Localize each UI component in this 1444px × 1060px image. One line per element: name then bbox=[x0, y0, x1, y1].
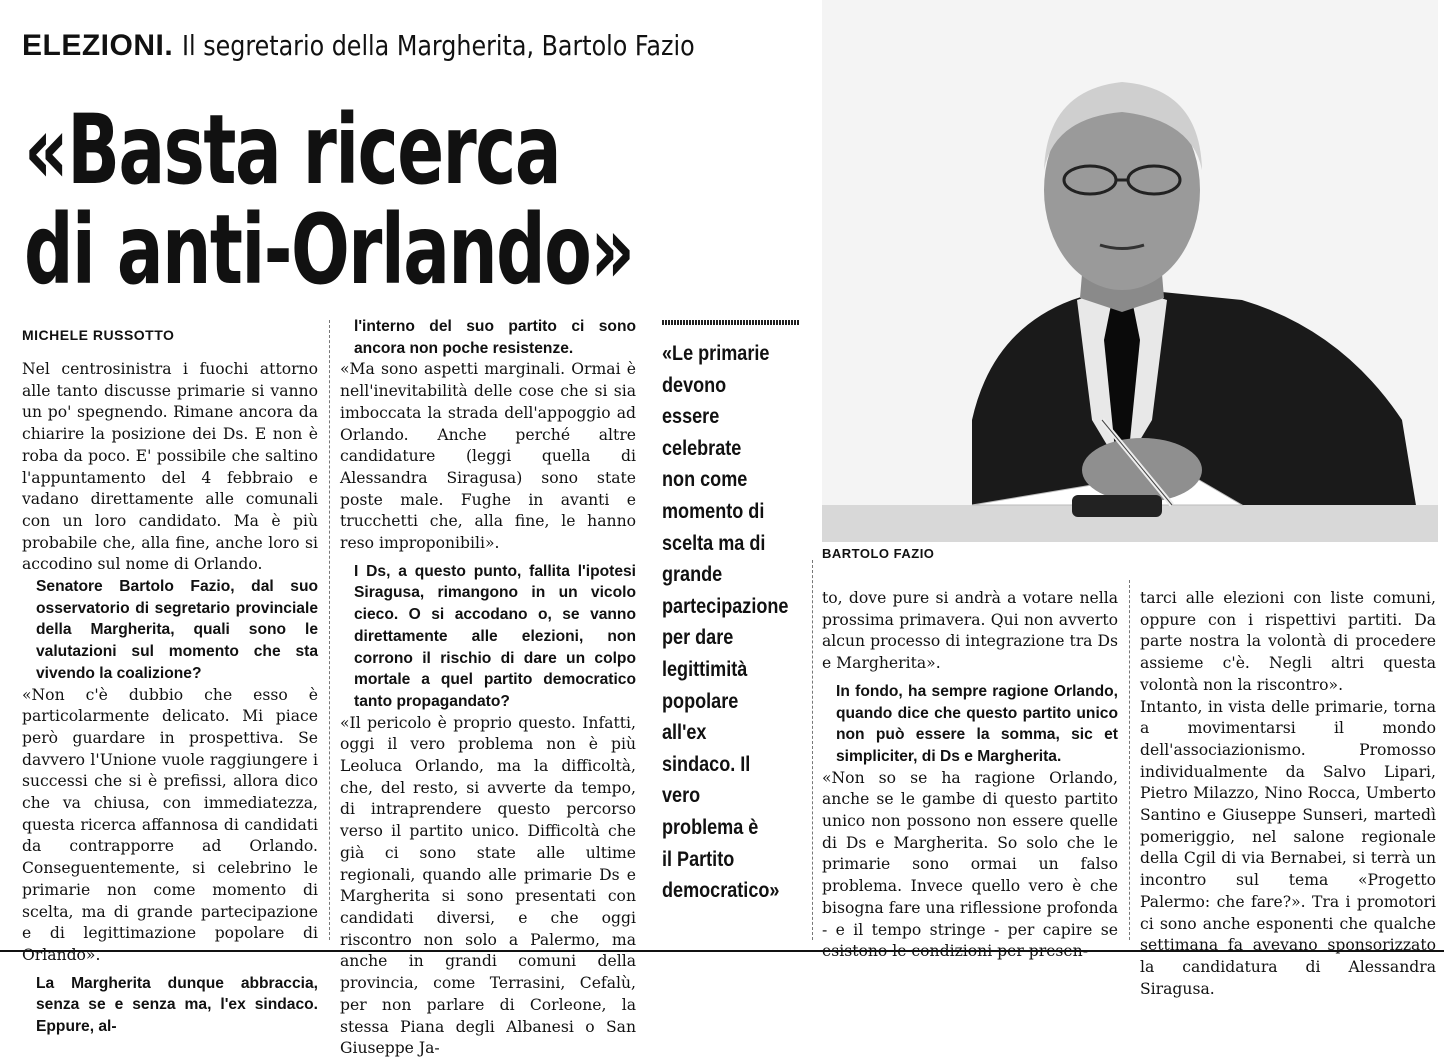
portrait-photo bbox=[822, 0, 1438, 542]
photo-caption: BARTOLO FAZIO bbox=[822, 546, 935, 561]
pullquote-line: non come bbox=[662, 468, 748, 492]
pullquote-line: devono bbox=[662, 373, 727, 397]
pullquote-line: «Le primarie bbox=[662, 342, 770, 365]
interview-question: I Ds, a questo punto, fallita l'ipotesi Siragusa, rimangono in un vicolo cieco. O si accodano o, se vanno direttamente alle elezioni, non corrono il rischio di dare un colpo mortale a quel partito democratico tanto propagandato? bbox=[354, 562, 636, 710]
article-column-3 bbox=[822, 588, 1118, 963]
article-column-4 bbox=[1140, 588, 1436, 1000]
interview-question: La Margherita dunque abbraccia, senza se e senza ma, l'ex sindaco. Eppure, al- bbox=[36, 974, 318, 1036]
paragraph: Intanto, in vista delle primarie, torna a movimentarsi il mondo dell'associazionismo. Promosso individualmente da Salvo Lipari, Pietro Milazzo, Nino Rocca, Umberto Santino e Giuseppe Sunseri, martedì pomeriggio, nel salone regionale della Cgil di via Bernabei, si terrà un incontro sul tema «Progetto Palermo: che fare?». Tra i promotori ci sono anche esponenti che qualche settimana fa avevano sponsorizzato la candidatura di Alessandra Siragusa. bbox=[1140, 697, 1436, 998]
paragraph: «Il pericolo è proprio questo. Infatti, oggi il vero problema non è più Leoluca Orlando, ma la difficoltà, che, del resto, si avverte da tempo, di intraprendere questo percorso verso il partito unico. Difficoltà che già ci sono state alle ultime regionali, quando alle primarie Ds e Margherita si sono presentati con candidati diversi, e che oggi riscontro non solo a Palermo, ma anche in grandi comuni della provincia, come Terrasini, Cefalù, per non parlare di Corleone, la stessa Piana degli Albanesi o San Giuseppe Ja- bbox=[340, 713, 636, 1058]
pullquote-rule bbox=[662, 320, 800, 325]
kicker-label: ELEZIONI. bbox=[22, 29, 174, 62]
pullquote-line: legittimità bbox=[662, 657, 748, 681]
pullquote-line: momento di bbox=[662, 499, 765, 523]
pullquote-line: grande bbox=[662, 563, 723, 587]
interview-question: Senatore Bartolo Fazio, dal suo osservatorio di segretario provinciale della Margherita, quali sono le valutazioni sul momento che sta vivendo la coalizione? bbox=[36, 578, 318, 682]
pullquote-line: vero bbox=[662, 784, 701, 808]
pullquote-line: celebrate bbox=[662, 436, 742, 460]
article-column-1 bbox=[22, 359, 318, 1038]
pullquote-line: il Partito bbox=[662, 847, 735, 871]
pullquote-line: democratico» bbox=[662, 879, 780, 903]
bottom-rule bbox=[0, 950, 1444, 952]
pullquote-line: popolare bbox=[662, 689, 739, 713]
pullquote-line: all'ex bbox=[662, 721, 707, 745]
paragraph: Nel centrosinistra i fuochi attorno alle tanto discusse primarie si vanno un po' spegnendo. Rimane ancora da chiarire la posizione dei Ds. E non è roba da poco. E' possibile che saltino l'appuntamento del 4 febbraio e vadano direttamente alle comunali con un loro candidato. Ma è più probabile che, alla fine, anche loro si accodino sul nome di Orlando. bbox=[22, 360, 318, 574]
pullquote-line: problema è bbox=[662, 815, 759, 839]
pullquote-line: scelta ma di bbox=[662, 531, 766, 555]
interview-question: In fondo, ha sempre ragione Orlando, quando dice che questo partito unico non può essere la somma, sic et simpliciter, di Ds e Margherita. bbox=[836, 682, 1118, 765]
paragraph: tarci alle elezioni con liste comuni, oppure con i rispettivi partiti. Da parte nostra la volontà di procedere assieme c'è. Negli altri questa volontà non la riscontro». bbox=[1140, 589, 1436, 694]
column-divider bbox=[329, 320, 330, 940]
column-divider bbox=[1129, 580, 1130, 940]
article-column-2 bbox=[340, 316, 636, 1060]
portrait-illustration bbox=[822, 0, 1438, 542]
pullquote-line: per dare bbox=[662, 626, 734, 650]
paragraph: «Non so se ha ragione Orlando, anche se le gambe di questo partito unico non possono non essere quelle di Ds e Margherita. So solo che le primarie sono ormai un falso problema. Invece quello vero è che bisogna fare una riflessione profonda - e il tempo stringe - per capire se esistono le condizioni per presen- bbox=[822, 768, 1118, 961]
column-divider bbox=[812, 560, 813, 940]
pullquote-line: partecipazione bbox=[662, 594, 789, 618]
pullquote-line: essere bbox=[662, 405, 720, 429]
interview-question: l'interno del suo partito ci sono ancora non poche resistenze. bbox=[354, 318, 636, 357]
paragraph: «Ma sono aspetti marginali. Ormai è nell'inevitabilità delle cose che si sia imboccata la strada dell'appoggio ad Orlando. Anche perché altre candidature (leggi quella di Alessandra Siragusa) sono state poste male. Fughe in avanti e trucchetti che, alla fine, le hanno reso improponibili». bbox=[340, 360, 636, 553]
paragraph: to, dove pure si andrà a votare nella prossima primavera. Qui non avverto alcun processo di integrazione tra Ds e Margherita». bbox=[822, 589, 1118, 673]
kicker-text: Il segretario della Margherita, Bartolo Fazio bbox=[181, 29, 695, 62]
pullquote-line: sindaco. Il bbox=[662, 752, 751, 776]
headline-line-2: di anti-Orlando» bbox=[24, 194, 634, 306]
kicker bbox=[22, 28, 785, 64]
paragraph: «Non c'è dubbio che esso è particolarmente delicato. Mi piace però guardare in prospettiva. Se davvero l'Unione vuole raggiungere i successi che si è prefissi, allora dico che va chiusa, con immediatezza, questa ricerca affannosa di candidati da contrapporre ad Orlando. Conseguentemente, si celebrino le primarie non come momento di scelta, ma di grande partecipazione e di legittimazione popolare di Orlando». bbox=[22, 685, 318, 964]
byline: MICHELE RUSSOTTO bbox=[22, 327, 175, 343]
pullquote bbox=[662, 338, 802, 907]
headline-line-1: «Basta ricerca bbox=[24, 94, 561, 206]
